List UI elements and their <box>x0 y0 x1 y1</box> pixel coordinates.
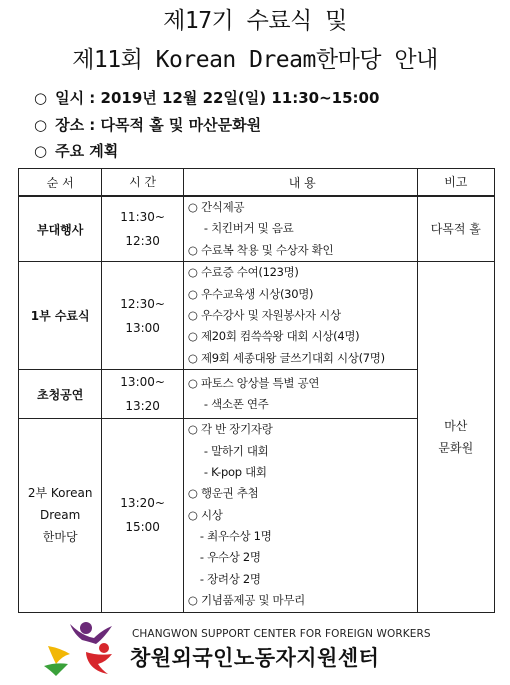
bullet-circle: ○ <box>34 116 48 134</box>
row-order: 1부 수료식 <box>19 262 102 370</box>
info-datetime <box>34 87 379 108</box>
row-note: 다목적 홀 <box>417 196 494 262</box>
content-line: ○ 행운권 추첨 <box>187 486 259 501</box>
header-order: 순 서 <box>19 169 102 197</box>
footer-logo <box>0 618 510 685</box>
row-content <box>183 370 417 419</box>
logo-figure-red <box>86 643 112 674</box>
time-end: 13:20 <box>125 399 160 414</box>
time-start: 11:30~ <box>120 210 165 225</box>
content-line: ○ 각 반 장기자랑 <box>187 422 273 437</box>
content-line: ○ 시상 <box>187 507 223 522</box>
org-name-korean: 창원외국인노동자지원센터 <box>130 646 380 670</box>
info-place <box>34 114 261 135</box>
row-order <box>19 419 102 613</box>
time-end: 15:00 <box>125 520 160 535</box>
row-time <box>102 370 184 419</box>
logo-figure-green <box>44 663 68 676</box>
bullet-circle: ○ <box>34 142 48 160</box>
row-time <box>102 196 184 262</box>
content-line: - 장려상 2명 <box>199 571 261 586</box>
order-line: 한마당 <box>42 530 78 545</box>
note-line: 문화원 <box>438 440 474 455</box>
row-order: 초청공연 <box>19 370 102 419</box>
content-line <box>188 394 417 415</box>
content-line: ○ 우수교육생 시상(30명) <box>187 286 314 301</box>
content-line: ○ 수료증 수여(123명) <box>187 265 299 280</box>
row-content <box>183 196 417 262</box>
org-logo-icon <box>34 618 124 678</box>
info-plan-text: 주요 계획 <box>55 142 119 160</box>
row-note-merged <box>417 262 494 612</box>
content-line <box>188 218 417 239</box>
content-text: - 치킨버거 및 음료 <box>203 221 294 236</box>
table-header-row <box>19 169 495 197</box>
info-place-text: 장소 : 다목적 홀 및 마산문화원 <box>55 116 262 134</box>
info-datetime-text: 일시 : 2019년 12월 22일(일) 11:30~15:00 <box>55 89 380 107</box>
row-order: 부대행사 <box>19 196 102 262</box>
org-name-english: CHANGWON SUPPORT CENTER FOR FOREIGN WORKERS <box>132 628 431 640</box>
row-time <box>102 262 184 370</box>
row-content <box>183 419 417 613</box>
time-end: 13:00 <box>125 320 160 335</box>
schedule-table <box>18 168 495 613</box>
time-start: 13:00~ <box>120 375 165 390</box>
content-line: ○ 제20회 컴쓱쓱왕 대회 시상(4명) <box>187 329 360 344</box>
time-end: 12:30 <box>125 234 160 249</box>
content-line: ○ 제9회 세종대왕 글쓰기대회 시상(7명) <box>187 350 385 365</box>
content-text: - 색소폰 연주 <box>203 397 269 412</box>
content-line: ○ 기념품제공 및 마무리 <box>187 593 305 608</box>
header-content: 내 용 <box>183 169 417 197</box>
header-note: 비고 <box>417 169 494 197</box>
table-row <box>19 262 495 370</box>
logo-figure-yellow <box>48 646 70 664</box>
content-line: ○ 수료복 착용 및 수상자 확인 <box>187 242 334 257</box>
row-content <box>183 262 417 370</box>
logo-figure-purple <box>70 622 112 644</box>
note-line: 마산 <box>444 418 468 433</box>
content-line: - 우수상 2명 <box>199 550 261 565</box>
content-line: ○ 우수강사 및 자원봉사자 시상 <box>187 307 341 322</box>
content-line: - K-pop 대회 <box>203 464 267 479</box>
order-line: Dream <box>40 508 81 523</box>
content-line: ○ 간식제공 <box>187 200 245 214</box>
bullet-circle: ○ <box>34 89 48 107</box>
time-start: 13:20~ <box>120 496 165 511</box>
time-start: 12:30~ <box>120 296 165 311</box>
header-time: 시 간 <box>102 169 184 197</box>
table-row <box>19 196 495 262</box>
content-line: ○ 파토스 앙상블 특별 공연 <box>187 375 320 390</box>
doc-title-line2: 제11회 Korean Dream한마당 안내 <box>72 47 438 73</box>
order-line: 2부 Korean <box>27 486 93 501</box>
info-plan <box>34 140 118 161</box>
doc-title-line1: 제17기 수료식 및 <box>163 8 347 34</box>
content-line: - 말하기 대회 <box>203 443 269 458</box>
content-line: - 최우수상 1명 <box>199 529 272 544</box>
row-time <box>102 419 184 613</box>
